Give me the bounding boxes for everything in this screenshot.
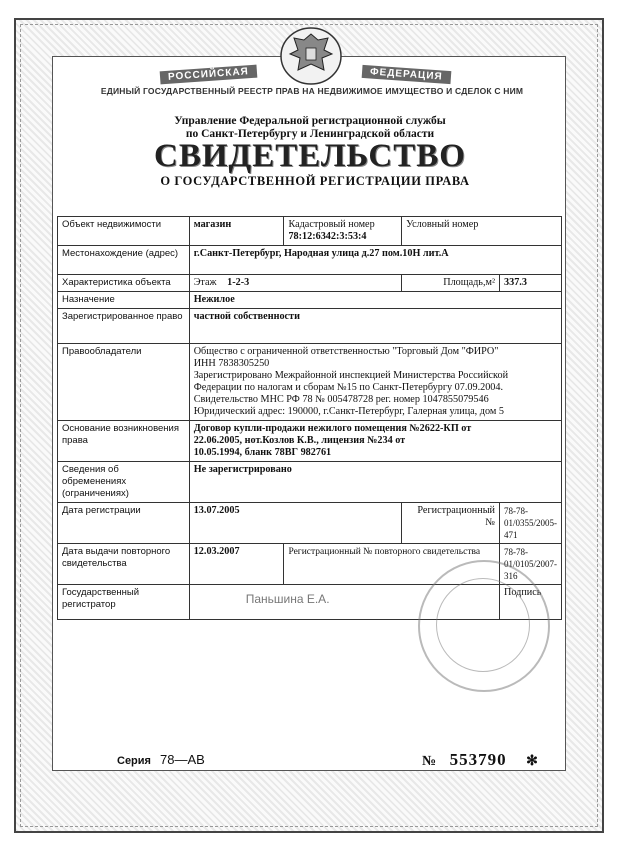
series-line [117,752,205,767]
location-label: Местонахождение (адрес) [58,246,190,275]
object-value: магазин [189,217,284,246]
floor-value: 1-2-3 [227,277,250,288]
reg-number-label: Регистрационный № [402,503,500,544]
table-row [58,309,562,344]
document-subtitle: О ГОСУДАРСТВЕННОЙ РЕГИСТРАЦИИ ПРАВА [160,174,470,188]
table-row [58,217,562,246]
reissue-date-value: 12.03.2007 [189,544,284,585]
series-label: Серия [117,755,151,767]
basis-line: 22.06.2005, нот.Козлов К.В., лицензия №234 от [193,435,406,446]
holder-line: Свидетельство МНС РФ 78 № 005478728 рег. номер 1047855079546 [193,394,489,405]
star-icon: ✻ [526,754,538,769]
banner-left: РОССИЙСКАЯ [160,65,258,85]
floor-label: Этаж [193,277,217,288]
table-row [58,344,562,421]
reissue-number-value: 78-78-01/0105/2007-316 [500,544,562,585]
series-value: 78—АВ [160,752,205,767]
object-label: Объект недвижимости [58,217,190,246]
area-label: Площадь,м² [402,275,500,292]
reissue-date-label: Дата выдачи повторного свидетельства [58,544,190,585]
table-row [58,275,562,292]
holder-label: Правообладатели [58,344,190,421]
encumbrance-value: Не зарегистрировано [189,462,561,503]
registrar-label: Государственный регистратор [58,585,190,620]
holder-line: Юридический адрес: 190000, г.Санкт-Петербург, Галерная улица, дом 5 [193,406,504,417]
certificate-number [422,750,538,770]
cadastral-value: 78:12:6342:3:53:4 [288,231,367,242]
reg-date-value: 13.07.2005 [189,503,401,544]
basis-value [189,421,561,462]
registry-line: ЕДИНЫЙ ГОСУДАРСТВЕННЫЙ РЕЕСТР ПРАВ НА НЕДВИЖИМОЕ ИМУЩЕСТВО И СДЕЛОК С НИМ [100,86,524,96]
signature-label: Подпись [500,585,562,620]
cadastral-label: Кадастровый номер [288,219,375,230]
floor-cell [189,275,401,292]
table-row [58,292,562,309]
reg-date-label: Дата регистрации [58,503,190,544]
holder-line: Федерации по налогам и сборам №15 по Санкт-Петербургу 07.09.2004. [193,382,504,393]
table-row [58,246,562,275]
agency-line-1: Управление Федеральной регистрационной службы [174,115,446,127]
location-value: г.Санкт-Петербург, Народная улица д.27 пом.10Н лит.А [189,246,561,275]
purpose-value: Нежилое [189,292,561,309]
reg-number-value: 78-78-01/0355/2005-471 [500,503,562,544]
conditional-label: Условный номер [402,217,562,246]
banner-right: ФЕДЕРАЦИЯ [362,65,451,84]
holder-line: Зарегистрировано Межрайонной инспекцией Министерства Российской [193,370,509,381]
table-row [58,503,562,544]
reissue-number-label: Регистрационный № повторного свидетельства [284,544,500,585]
area-value: 337.3 [500,275,562,292]
right-label: Зарегистрированное право [58,309,190,344]
cadastral-cell [284,217,402,246]
holder-value [189,344,561,421]
table-row [58,421,562,462]
purpose-label: Назначение [58,292,190,309]
characteristic-label: Характеристика объекта [58,275,190,292]
agency-line-2: по Санкт-Петербургу и Ленинградской области [185,128,435,140]
encumbrance-label: Сведения об обременениях (ограничениях) [58,462,190,503]
coat-of-arms-icon [276,24,346,86]
basis-line: 10.05.1994, бланк 78ВГ 982761 [193,447,332,458]
official-seal-stamp [418,560,550,692]
number-value: 553790 [449,750,507,769]
right-value: частной собственности [189,309,561,344]
document-title: СВИДЕТЕЛЬСТВО [154,138,466,174]
holder-line: ИНН 7838305250 [193,358,270,369]
registrar-name: Паньшина Е.А. [245,592,330,606]
table-row [58,462,562,503]
holder-line: Общество с ограниченной ответственностью "Торговый Дом "ФИРО" [193,346,499,357]
number-label: № [422,754,437,769]
basis-label: Основание возникновения права [58,421,190,462]
basis-line: Договор купли-продажи нежилого помещения №2622-КП от [193,423,472,434]
